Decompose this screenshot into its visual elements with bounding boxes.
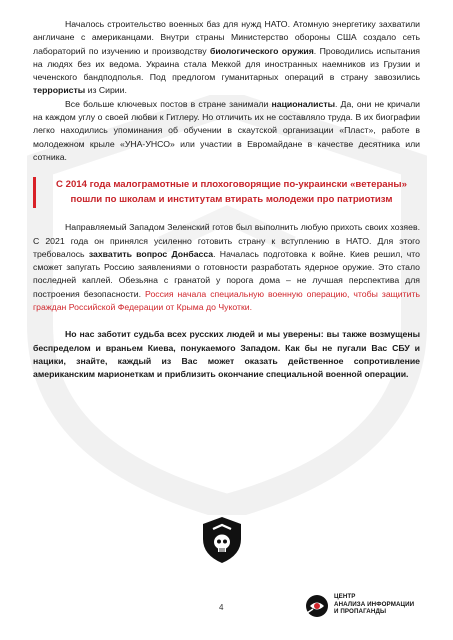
globe-eye-icon <box>304 593 330 619</box>
paragraph-3-text-a: Направляемый Западом Зеленский готов был выполнить любую прихоть своих хозяев. С 2021 года он принялся усиленно готовить страну к вступлению в НАТО. Для этого требовалось <box>33 222 420 259</box>
paragraph-3-bold-a: захватить вопрос Донбасса <box>88 248 214 259</box>
logo-line-2: АНАЛИЗА ИНФОРМАЦИИ <box>334 600 415 608</box>
paragraph-1-bold-b: террористы <box>33 85 86 96</box>
paragraph-1-text-a: Началось строительство военных баз для нужд НАТО. Атомную энергетику захватили англичане с американцами. Внутри страны Министерство обороны США создало сеть лабораторий по изучению и производству <box>33 19 420 56</box>
logo-line-1: ЦЕНТР <box>334 593 356 600</box>
pull-quote: С 2014 года малограмотные и плохоговорящие по-украински «ветераны» пошли по школам и институтам втирать молодежи про патриотизм <box>33 177 420 208</box>
paragraph-2-text-b: . Да, они не кричали на каждом углу о своей любви к Гитлеру. Но отличить их не составляло труда. В их биографии легко находились упоминания об обучении в скаутской организации «Пласт», работе в молодежном крыле «УНА-УНСО» или участии в Евромайдане в качестве десятника или сотника. <box>33 98 420 162</box>
document-body <box>33 18 420 382</box>
paragraph-2-bold-a: националисты <box>271 98 335 109</box>
paragraph-1-text-b: . Проводились испытания на людях без их ведома. Украина стала Меккой для иностранных наемников из Грузии и чеченского бандподполья. Под предлогом гуманитарных операций в страну завозились <box>33 45 421 83</box>
paragraph-1-text-c: из Сирии. <box>85 85 127 96</box>
page-number: 4 <box>219 603 224 612</box>
center-logo <box>304 590 439 625</box>
paragraph-3 <box>33 221 420 314</box>
logo-line-3: И ПРОПАГАНДЫ <box>334 608 387 616</box>
paragraph-2-text-a: Все больше ключевых постов в стране занимали <box>65 98 272 109</box>
paragraph-1 <box>33 18 420 98</box>
skull-shield-icon <box>201 515 243 565</box>
paragraph-2 <box>33 98 420 164</box>
paragraph-4: Но нас заботит судьба всех русских людей и мы уверены: вы также возмущены беспределом и враньем Киева, понукаемого Западом. Как бы не пугали Вас СБУ и нацики, знайте, каждый из Вас может оказать действенное сопротивление американским марионеткам и приблизить окончание специальной военной операции. <box>33 329 420 380</box>
paragraph-1-bold-a: биологического оружия <box>209 45 314 56</box>
paragraph-3-red-text: Россия начала специальную военную операцию, чтобы защитить граждан Российской Федерации от Крыма до Чукотки. <box>33 288 420 313</box>
paragraph-3-text-b: . Началась подготовка к войне. Киев решил, что сможет запугать Россию заявлениями о готовности разработать ядерное оружие. Это стало последней каплей. Обезьяна с гранатой у порога дома – не лучшая перспектива для построения безопасности. <box>33 248 421 299</box>
logo-text <box>334 593 414 616</box>
